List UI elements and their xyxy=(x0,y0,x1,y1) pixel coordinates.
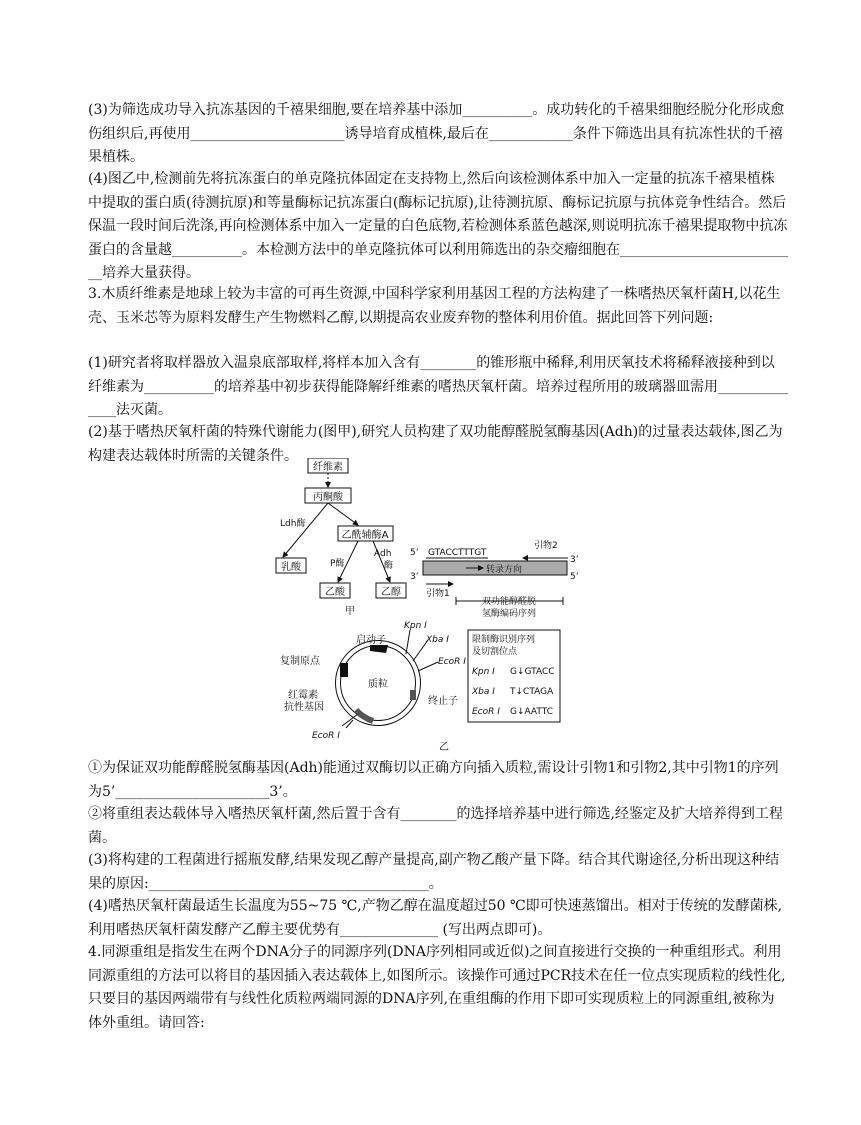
enzyme-row-name: EcoR I xyxy=(472,707,500,717)
node-lactate: 乳酸 xyxy=(281,562,301,573)
label-primer1: 引物1 xyxy=(426,589,450,599)
enzyme-table xyxy=(468,630,560,722)
figure-yi-plasmid xyxy=(280,621,466,753)
label-primer2: 引物2 xyxy=(534,541,558,551)
enzyme-row-name: Kpn I xyxy=(472,667,495,677)
node-acetylcoa: 乙酰辅酶A xyxy=(341,530,389,541)
label-5-bottom: 5’ xyxy=(570,572,579,582)
node-cellulose: 纤维素 xyxy=(313,462,343,473)
enzyme-row-seq: G↓AATTC xyxy=(510,707,553,717)
enzyme-ldh: Ldh酶 xyxy=(280,519,306,529)
question-3-2-b: ②将重组表达载体导入嗜热厌氧杆菌,然后置于含有________的选择培养基中进行筛选,经鉴定及扩大培养得到工程菌。 xyxy=(88,806,783,846)
label-ecor-right: EcoR I xyxy=(438,657,466,667)
label-xba: Xba I xyxy=(426,635,449,645)
label-coding-1: 双功能醇醛脱 xyxy=(481,597,537,607)
terminator-mark xyxy=(410,690,416,700)
label-ery-2: 抗性基因 xyxy=(284,702,324,713)
enzyme-table-title-1: 限制酶识别序列 xyxy=(472,635,536,645)
figure-gene-primers xyxy=(410,539,579,619)
label-5-top: 5’ xyxy=(410,548,419,558)
enzyme-p: P酶 xyxy=(330,559,345,569)
caption-jia: 甲 xyxy=(345,606,355,617)
enzyme-table-title-2: 及切割位点 xyxy=(472,647,518,657)
question-3-2: (2)基于嗜热厌氧杆菌的特殊代谢能力(图甲),研究人员构建了双功能醇醛脱氢酶基因(Adh)的过量表达载体,图乙为构建表达载体时所需的关键条件。 xyxy=(88,424,783,464)
question-3-3: (3)为筛选成功导入抗冻基因的千禧果细胞,要在培养基中添加__________。成功转化的千禧果细胞经脱分化形成愈伤组织后,再使用______________________诱导培育成植株,最后在____________条件下筛选出具有抗冻性状的千禧果植株。 xyxy=(88,102,785,166)
figure-metabolism-and-plasmid xyxy=(258,458,598,758)
enzyme-row-name: Xba I xyxy=(472,687,495,697)
question-3-4: (4)图乙中,检测前先将抗冻蛋白的单克隆抗体固定在支持物上,然后向该检测体系中加入一定量的抗冻千禧果植株中提取的蛋白质(待测抗原)和等量酶标记抗冻蛋白(酶标记抗原),让待测抗原、酶标记抗原与抗体竞争性结合。然后保温一段时间后洗涤,再向检测体系中加入一定量的白色底物,若检测体系蓝色越深,则说明抗冻千禧果提取物中抗冻蛋白的含量越__________。本检测方法中的单克隆抗体可以利用筛选出的杂交瘤细胞在__________________________培养大量获得。 xyxy=(88,171,788,282)
label-origin: 复制原点 xyxy=(280,656,320,667)
label-direction: 转录方向 xyxy=(486,565,523,575)
promoter-mark xyxy=(370,645,388,653)
question-3-4b: (4)嗜热厌氧杆菌最适生长温度为55~75 ℃,产物乙醇在温度超过50 ℃即可快速蒸馏出。相对于传统的发酵菌株,利用嗜热厌氧杆菌发酵产乙醇主要优势有______________ (写出两点即可)。 xyxy=(88,898,783,938)
question-3-1: (1)研究者将取样器放入温泉底部取样,将样本加入含有________的锥形瓶中稀释,利用厌氧技术将稀释液接种到以纤维素为__________的培养基中初步获得能降解纤维素的嗜热厌氧杆菌。培养过程所用的玻璃器皿需用______________法灭菌。 xyxy=(88,355,788,419)
figure-svg xyxy=(258,458,598,758)
enzyme-adh-suffix: 酶 xyxy=(384,561,394,571)
primer1-sequence: GTACCTTTGT xyxy=(428,548,487,558)
label-terminator: 终止子 xyxy=(428,696,458,707)
enzyme-row-seq: G↓GTACC xyxy=(510,667,555,677)
question-4-intro: 4.同源重组是指发生在两个DNA分子的同源序列(DNA序列相同或近似)之间直接进行交换的一种重组形式。利用同源重组的方法可以将目的基因插入表达载体上,如图所示。该操作可通过PCR技术在任一位点实现质粒的线性化,只要目的基因两端带有与线性化质粒两端同源的DNA序列,在重组酶的作用下即可实现质粒上的同源重组,被称为体外重组。请回答: xyxy=(88,944,786,1031)
label-plasmid: 质粒 xyxy=(368,679,388,690)
enzyme-row-seq: T↓CTAGA xyxy=(510,687,554,697)
caption-yi: 乙 xyxy=(439,742,449,753)
label-3-top: 3’ xyxy=(570,555,579,565)
question-3-intro: 3.木质纤维素是地球上较为丰富的可再生资源,中国科学家利用基因工程的方法构建了一株嗜热厌氧杆菌H,以花生壳、玉米芯等为原料发酵生产生物燃料乙醇,以期提高农业废弃物的整体利用价值。据此回答下列问题: xyxy=(88,286,781,326)
label-coding-2: 氢酶编码序列 xyxy=(481,609,537,619)
enzyme-adh: Adh xyxy=(374,549,392,559)
label-promoter: 启动子 xyxy=(356,635,386,646)
origin-mark xyxy=(340,663,348,677)
label-kpn: Kpn I xyxy=(404,621,427,631)
label-3-bottom: 3’ xyxy=(410,572,419,582)
node-acetate: 乙酸 xyxy=(325,587,345,598)
question-3-2-a: ①为保证双功能醇醛脱氢酶基因(Adh)能通过双酶切以正确方向插入质粒,需设计引物1和引物2,其中引物1的序列为5’______________________3’。 xyxy=(88,760,779,800)
label-ecor-bottom: EcoR I xyxy=(312,731,340,741)
figure-jia xyxy=(276,458,406,617)
node-ethanol: 乙醇 xyxy=(381,587,401,598)
node-pyruvate: 丙酮酸 xyxy=(313,492,343,503)
label-ery-1: 红霉素 xyxy=(288,690,318,701)
question-3-3b: (3)将构建的工程菌进行摇瓶发酵,结果发现乙醇产量提高,副产物乙酸产量下降。结合其代谢途径,分析出现这种结果的原因:________________________________________。 xyxy=(88,852,780,892)
